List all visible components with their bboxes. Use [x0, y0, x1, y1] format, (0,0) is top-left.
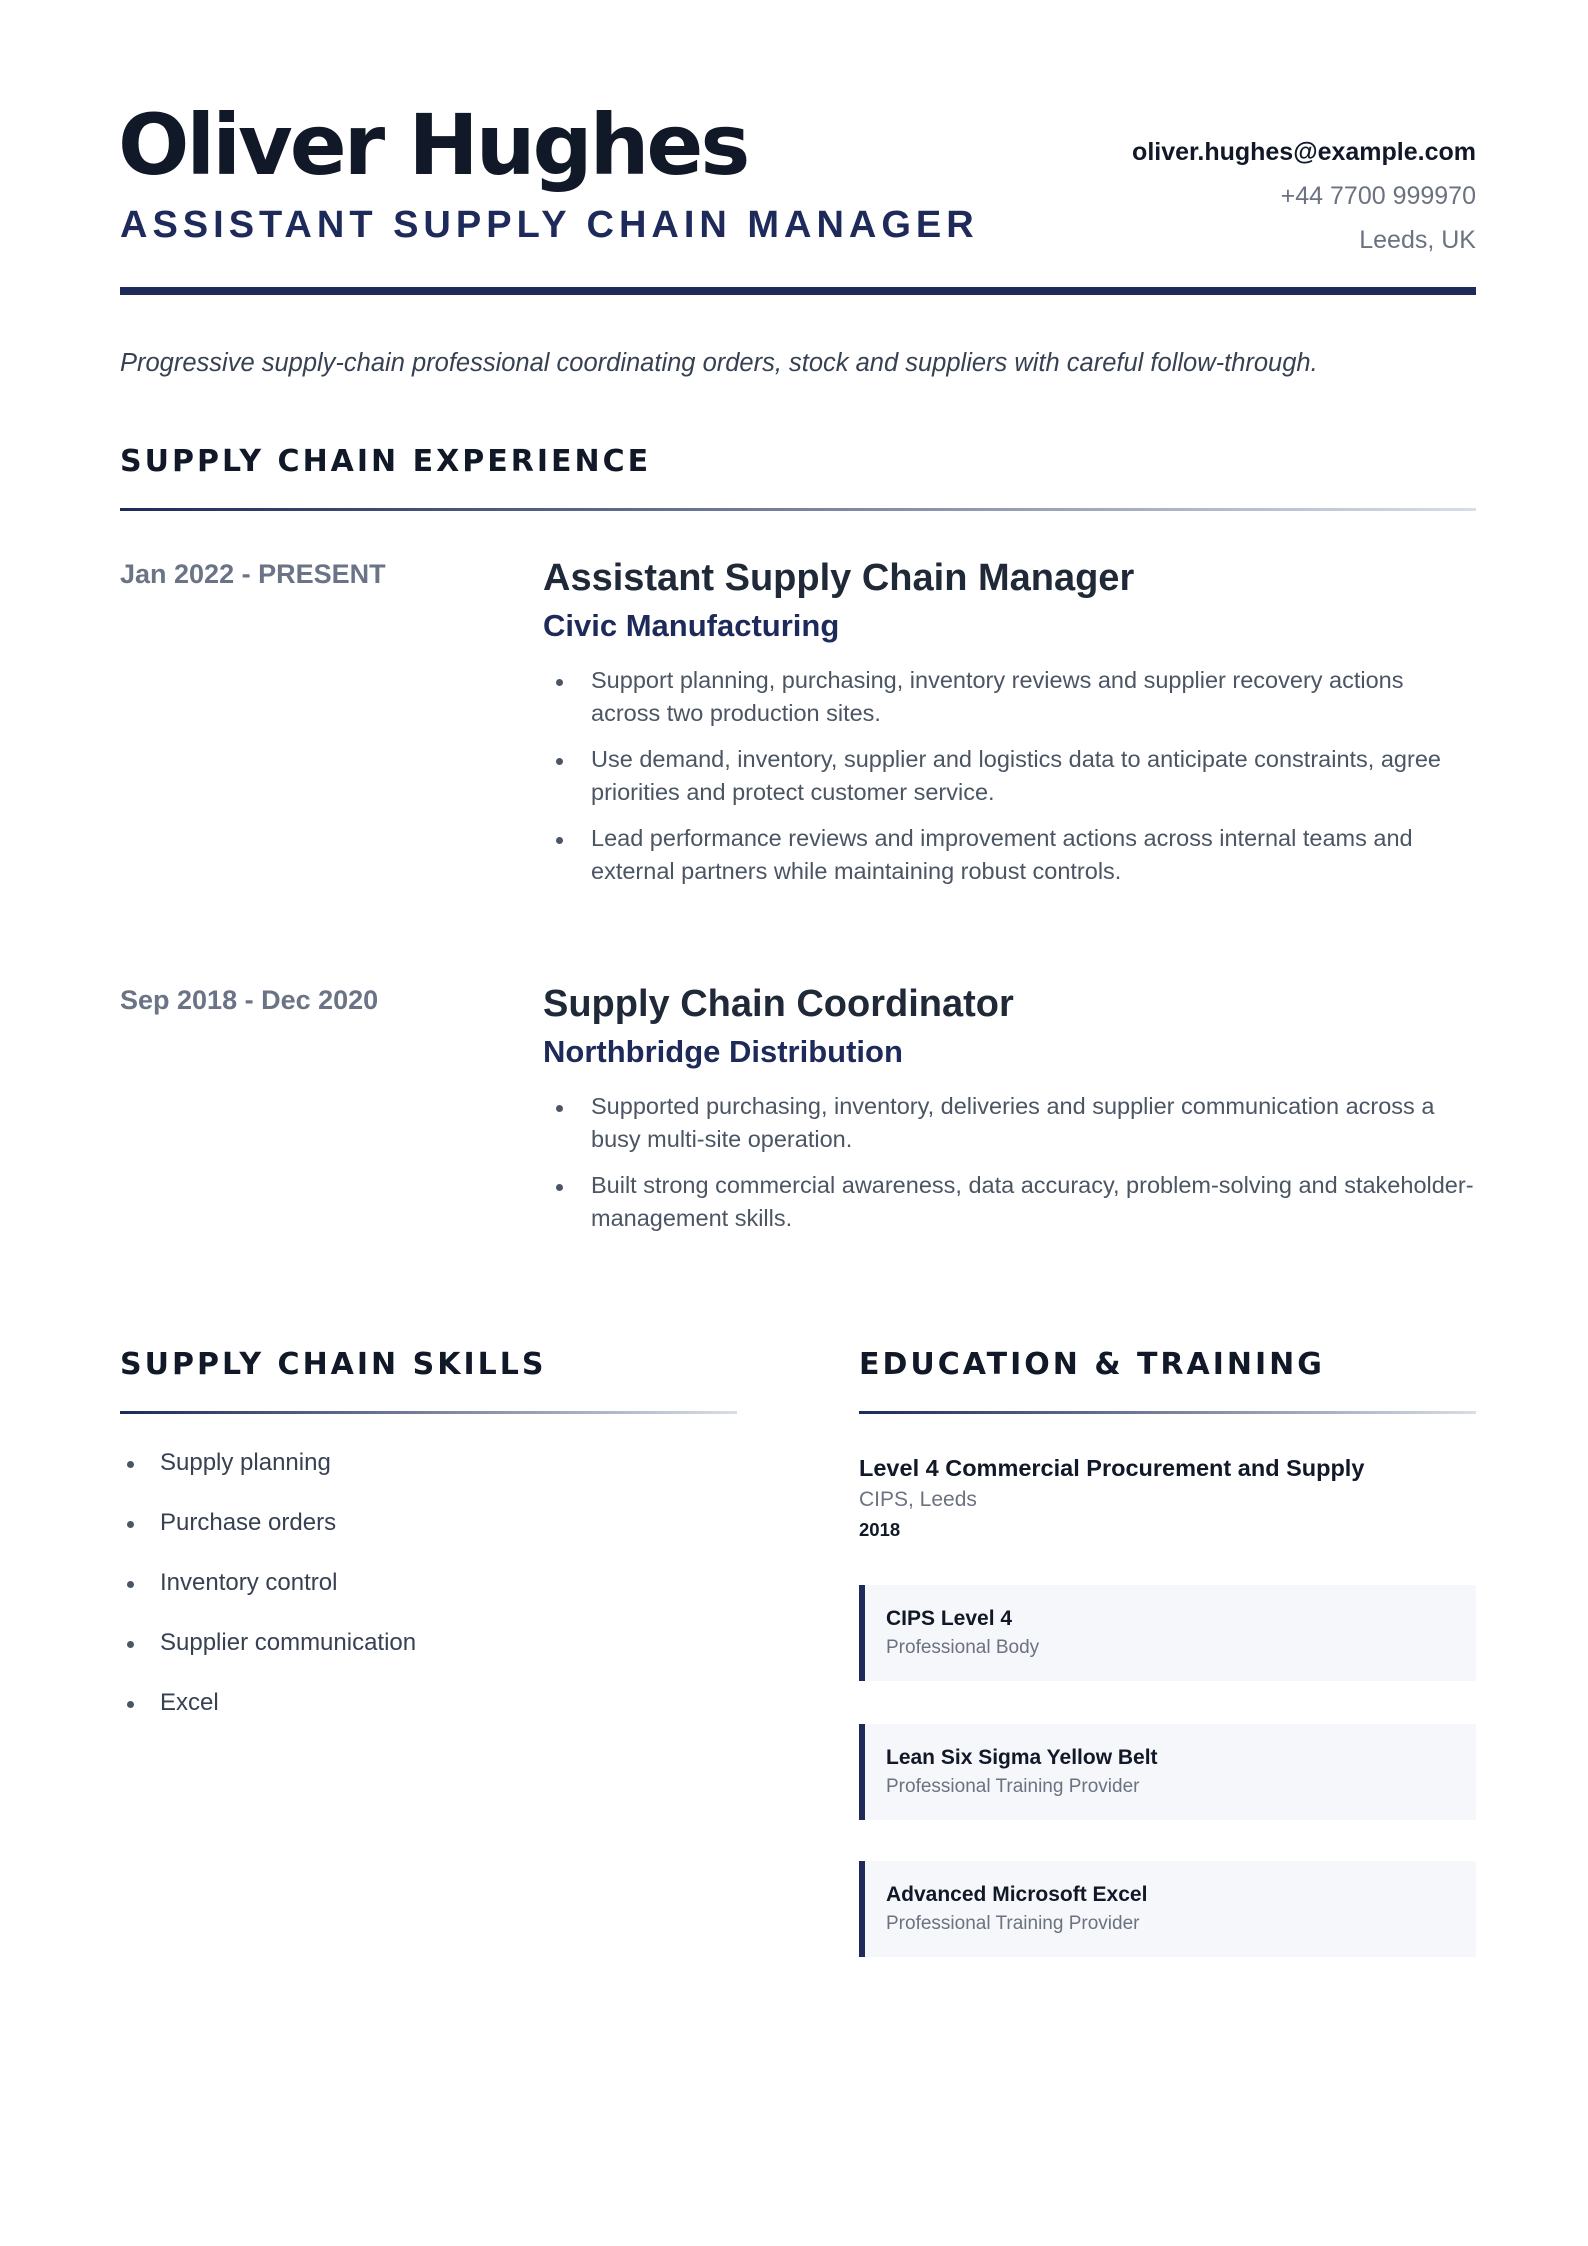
certification-name: Advanced Microsoft Excel: [886, 1883, 1148, 1906]
contact-block: [1132, 130, 1476, 262]
job-bullet: Support planning, purchasing, inventory reviews and supplier recovery actions across two production sites.: [543, 664, 1476, 730]
job-details: [543, 982, 1476, 1248]
resume-header: [120, 95, 1476, 295]
certification-card: [859, 1861, 1476, 1957]
contact-phone: +44 7700 999970: [1280, 182, 1476, 210]
certification-issuer: Professional Body: [886, 1637, 1040, 1658]
education-entry: [859, 1452, 1476, 1544]
education-heading: EDUCATION & TRAINING: [859, 1347, 1325, 1382]
contact-email[interactable]: oliver.hughes@example.com: [1132, 138, 1476, 166]
job-bullets: [543, 1090, 1476, 1235]
job-dates: Jan 2022 - PRESENT: [120, 559, 386, 589]
certification-issuer: Professional Training Provider: [886, 1776, 1140, 1797]
certification-accent-bar: [859, 1585, 865, 1681]
certification-accent-bar: [859, 1861, 865, 1957]
resume-page: [120, 0, 1476, 2246]
header-divider: [120, 287, 1476, 295]
certification-issuer: Professional Training Provider: [886, 1913, 1140, 1934]
experience-divider: [120, 508, 1476, 511]
skill-item: Purchase orders: [120, 1505, 740, 1541]
degree-year: 2018: [859, 1519, 901, 1540]
certification-name: Lean Six Sigma Yellow Belt: [886, 1746, 1158, 1769]
skills-list: [120, 1445, 740, 1745]
certification-card: [859, 1585, 1476, 1681]
skills-heading: SUPPLY CHAIN SKILLS: [120, 1347, 547, 1382]
profile-summary: Progressive supply-chain professional coordinating orders, stock and suppliers with careful follow-through.: [120, 349, 1318, 377]
certification-name: CIPS Level 4: [886, 1607, 1013, 1630]
certification-card: [859, 1724, 1476, 1820]
skill-item: Supply planning: [120, 1445, 740, 1481]
degree-institution: CIPS, Leeds: [859, 1488, 977, 1511]
job-bullet: Built strong commercial awareness, data accuracy, problem-solving and stakeholder-management skills.: [543, 1169, 1476, 1235]
contact-location: Leeds, UK: [1359, 226, 1476, 254]
certification-accent-bar: [859, 1724, 865, 1820]
job-bullet: Lead performance reviews and improvement actions across internal teams and external partners while maintaining robust controls.: [543, 822, 1476, 888]
education-divider: [859, 1411, 1476, 1414]
job-title: Assistant Supply Chain Manager: [543, 557, 1135, 599]
skill-item: Supplier communication: [120, 1625, 740, 1661]
degree-title: Level 4 Commercial Procurement and Supply: [859, 1455, 1365, 1481]
job-bullet: Use demand, inventory, supplier and logistics data to anticipate constraints, agree priorities and protect customer service.: [543, 743, 1476, 809]
skill-item: Inventory control: [120, 1565, 740, 1601]
job-bullets: [543, 664, 1476, 888]
candidate-name: Oliver Hughes: [118, 96, 748, 194]
job-details: [543, 556, 1476, 901]
job-dates: Sep 2018 - Dec 2020: [120, 985, 379, 1015]
job-title: Supply Chain Coordinator: [543, 983, 1014, 1025]
job-company: Civic Manufacturing: [543, 608, 840, 643]
skills-divider: [120, 1411, 737, 1414]
job-company: Northbridge Distribution: [543, 1034, 903, 1069]
experience-heading: SUPPLY CHAIN EXPERIENCE: [120, 444, 652, 479]
candidate-role: ASSISTANT SUPPLY CHAIN MANAGER: [120, 204, 979, 246]
job-bullet: Supported purchasing, inventory, deliveries and supplier communication across a busy multi-site operation.: [543, 1090, 1476, 1156]
skill-item: Excel: [120, 1685, 740, 1721]
